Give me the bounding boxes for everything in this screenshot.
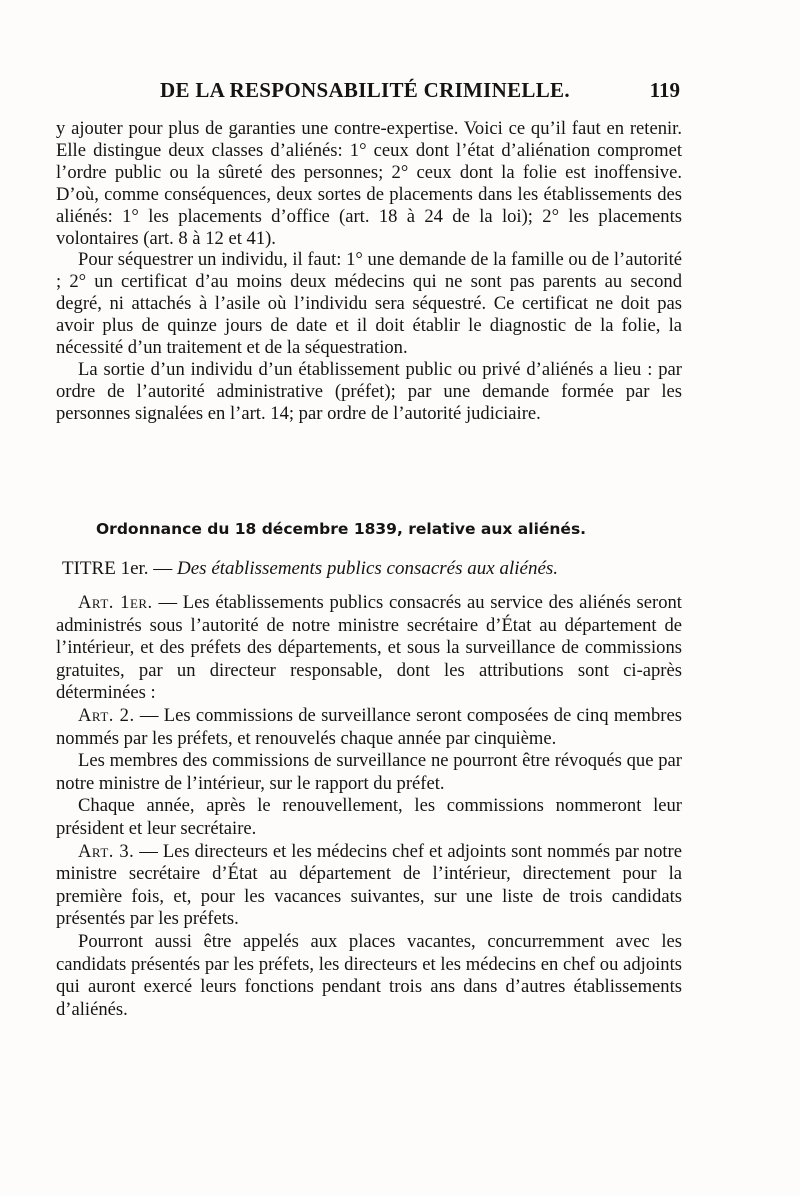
paragraph-3: La sortie d’un individu d’un établissement public ou privé d’aliénés a lieu : par ordre de l’autorité administrative (préfet); par une demande formée par les personnes signalées en l’art. 14; par ordre de l’autorité judiciaire. [56,358,682,424]
article-label: Art. 1er. [78,592,153,613]
running-title: DE LA RESPONSABILITÉ CRIMINELLE. [160,78,570,102]
article-paragraph [56,795,682,840]
article-text: — Les directeurs et les médecins chef et adjoints sont nommés par notre ministre secrétaire d’État au département de l’intérieur, directement pour la première fois, et, pour les vacances suivantes, sur une liste de trois candidats présentés par les préfets. [56,840,682,930]
article-paragraph [56,841,682,931]
article-label: Art. 2. [78,704,135,726]
paragraph-2: Pour séquestrer un individu, il faut: 1° une demande de la famille ou de l’autorité ; 2° un certificat d’au moins deux médecins qui ne sont pas parents au second degré, ni attachés à l’asile où l’individu sera séquestré. Ce certificat ne doit pas avoir plus de quinze jours de date et il doit établir le diagnostic de la folie, la nécessité d’un traitement et de la séquestration. [56,249,682,359]
article-text: — Les commissions de surveillance seront composées de cinq membres nommés par les préfets, et renouvelés chaque année par cinquième. [56,704,682,749]
article-paragraph [56,705,682,750]
articles [56,592,682,1021]
ordinance-heading: Ordonnance du 18 décembre 1839, relative aux aliénés. [96,520,587,538]
article-paragraph [56,750,682,795]
article-paragraph [56,931,682,1021]
title-line [62,558,692,580]
title-italic: Des établissements publics consacrés aux aliénés. [177,558,559,579]
article-text: Pourront aussi être appelés aux places vacantes, concurremment avec les candidats présentés par les préfets, les directeurs et les médecins en chef ou adjoints qui auront exercé leurs fonctions pendant trois ans dans d’autres établissements d’aliénés. [56,930,682,1020]
page-header [160,78,680,112]
title-prefix: TITRE 1er. — [62,558,178,579]
article-text: Chaque année, après le renouvellement, les commissions nommeront leur président et leur secrétaire. [56,795,682,839]
page-number: 119 [649,78,680,102]
article-label: Art. 3. [78,840,135,862]
article-text: Les membres des commissions de surveillance ne pourront être révoqués que par notre ministre de l’intérieur, sur le rapport du préfet. [56,750,682,794]
article-paragraph [56,592,682,705]
body-text [56,118,682,425]
paragraph-1: y ajouter pour plus de garanties une contre-expertise. Voici ce qu’il faut en retenir. Elle distingue deux classes d’aliénés: 1° ceux dont l’état d’aliénation compromet l’ordre public ou la sûreté des personnes; 2° ceux dont la folie est inoffensive. D’où, comme conséquences, deux sortes de placements dans les établissements des aliénés: 1° les placements d’office (art. 18 à 24 de la loi); 2° les placements volontaires (art. 8 à 12 et 41). [56,118,682,249]
article-text: — Les établissements publics consacrés au service des aliénés seront administrés sous l’autorité de notre ministre secrétaire d’État au département de l’intérieur, et des préfets des départements, et sous la surveillance de commissions gratuites, par un directeur responsable, dont les attributions sont ci-après déterminées : [56,592,682,704]
